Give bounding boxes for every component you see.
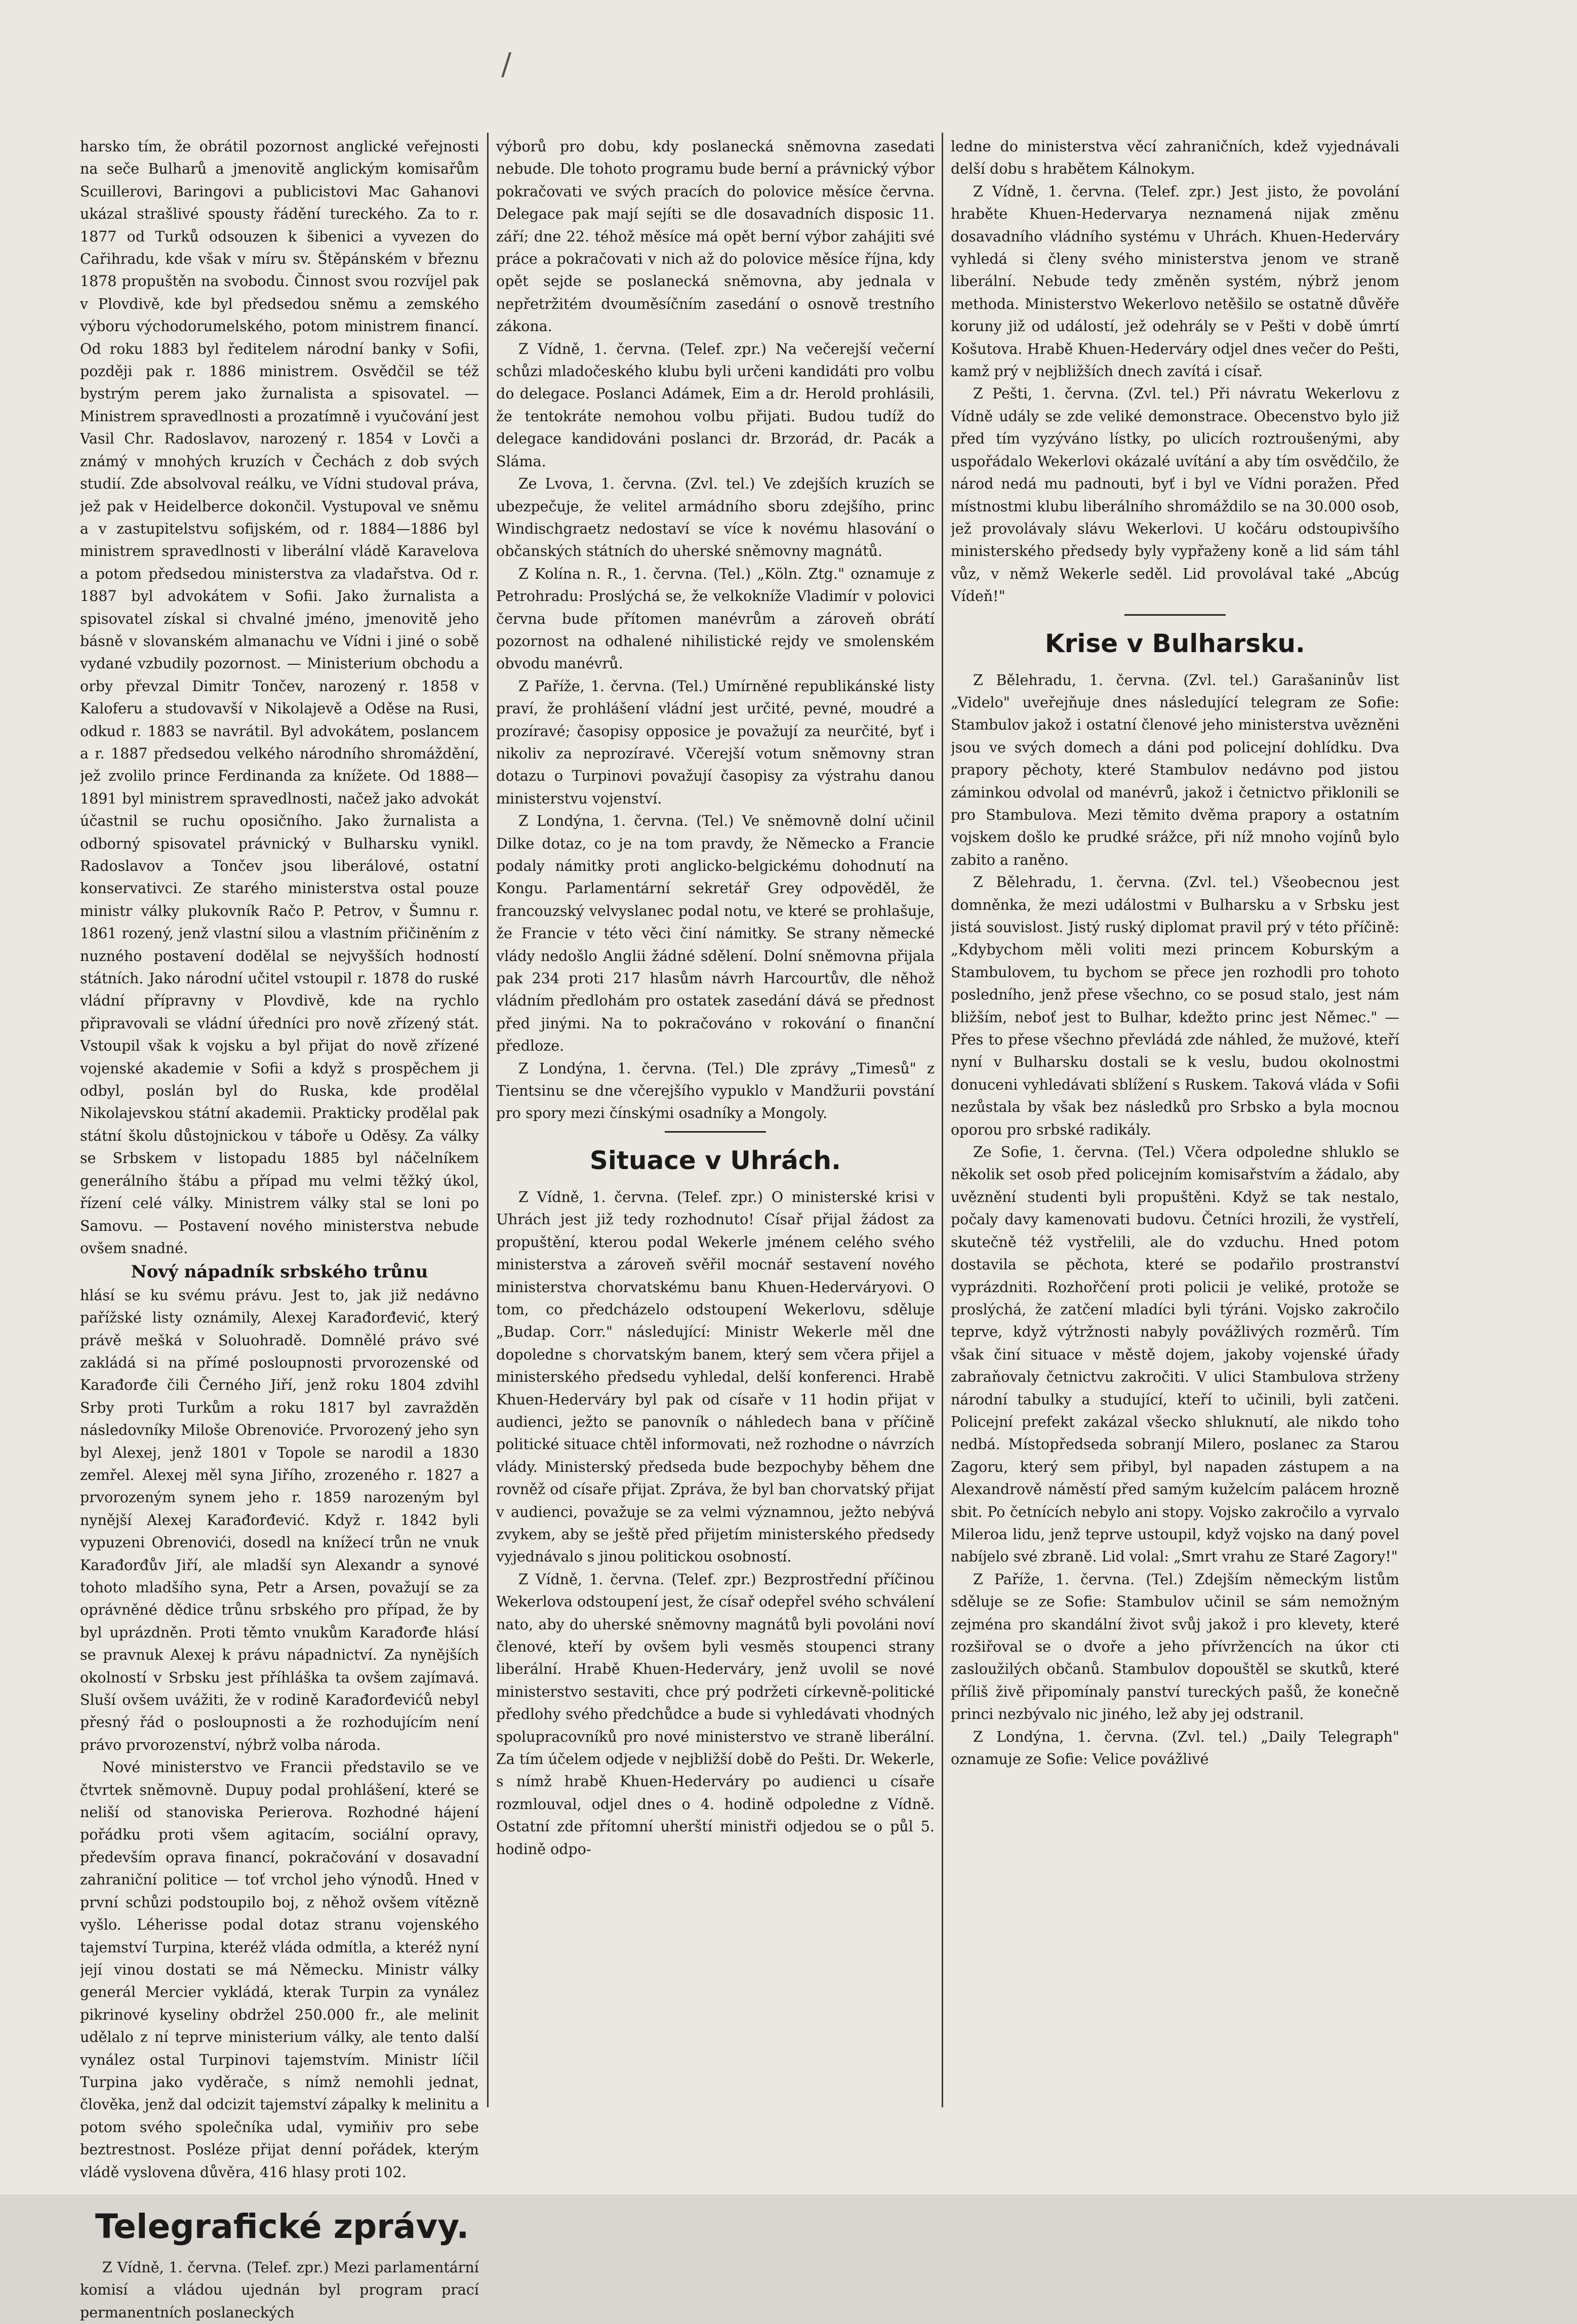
article-text: Z Paříže, 1. června. (Tel.) Zdejším německým listům sděluje se ze Sofie: Stambulov učinil se sám nemožným zejména pro skandální život svůj jakož i pro klevety, které rozšiřoval se o dvoře a jeho přívržencích na úkor cti zasloužilých občanů. Stambulov dopouštěl se skutků, které příliš živě připomínaly panství tureckých pašů, že konečně princi nezbývalo nic jiného, lež aby jej odstranil. bbox=[951, 1571, 1399, 1723]
ink-mark-icon: / bbox=[501, 47, 512, 82]
section-heading-hungary: Situace v Uhrách. bbox=[589, 1145, 841, 1175]
article-text: hlásí se ku svému právu. Jest to, jak již nedávno pařížské listy oznámily, Alexej Karađorđević, který právě mešká v Soluohradě. Domnělé právo své zakládá si na přímé posloupnosti prvorozenské od Karađorđe čili Černého Jiří, jenž roku 1804 zdvihl Srby proti Turkům a roku 1817 byl zavražděn následovníky Miloše Obrenoviće. Prvorozený jeho syn byl Alexej, jenž 1801 v Topole se narodil a 1830 zemřel. Alexej měl syna Jiřího, zrozeného r. 1827 a prvorozeným synem jeho r. 1859 narozeným byl nynější Alexej Karađorđević. Když r. 1842 byli vypuzeni Obrenovići, dosedl na knížecí trůn ne vnuk Karađorđův Jiří, ale mladší syn Alexandr a synové tohoto mladšího syna, Petr a Arsen, považují se za oprávněné dědice trůnu srbského pro případ, že by byl uprázdněn. Proti těmto vnukům Karađorđe hlásí se pravnuk Alexej k právu nápadnictví. Za nynějších okolností v Srbsku jest příhláška ta ovšem zajímavá. Sluší ovšem uvážiti, že v rodině Karađorđevićů nebyl přesný řád o posloupnosti a že rozhodujícím není právo prvorozenství, nýbrž volba národa. bbox=[80, 1287, 479, 1753]
article-text: Z Kolína n. R., 1. června. (Tel.) „Köln. Ztg." oznamuje z Petrohradu: Proslýchá se, že velkokníže Vladimír v polovici června bude přítomen manévrům a zároveň obrátí pozornost na odhalené nihilistické rejdy ve smolenském obvodu manévrů. bbox=[496, 565, 935, 672]
section-heading-bulgaria: Krise v Bulharsku. bbox=[1044, 628, 1306, 658]
section-divider bbox=[1124, 614, 1226, 616]
column-1 bbox=[80, 136, 479, 2324]
article-text: Ze Sofie, 1. června. (Tel.) Včera odpoledne shluklo se několik set osob před policejním komisařstvím a žádalo, aby uvěznění studenti byli propuštěni. Když se tak nestalo, počaly davy kamenovati budovu. Četníci hrozili, že vystřelí, skutečně též vystřelili, ale do vzduchu. Hned potom dostavila se pěchota, které se podařilo prostranství vyprázdniti. Rozhořčení proti policii je veliké, protože se proslýchá, že zatčení mladíci byli týráni. Vojsko zakročilo teprve, když výtržnosti nabyly povážlivých rozměrů. Tím však činí situace v městě dojem, jakoby vojenské úřady zabraňovaly četnictvu zakročiti. V ulici Stambulova strženy národní tabulky a studující, kteří to učinili, byli zatčeni. Policejní prefekt zakázal všecko shluknutí, ale nikdo toho nedbá. Místopředseda sobranjí Milero, poslanec za Starou Zagoru, který sem přibyl, byl napaden zástupem a na Alexandrově náměstí před samým kuželcím palácem hrozně sbit. Po četnících nebylo ani stopy. Vojsko zakročilo a vyrvalo Mileroa lidu, jenž teprve ustoupil, když vojsko na daný povel nabíjelo své zbraně. Lid volal: „Smrt vrahu ze Staré Zagory!" bbox=[951, 1144, 1399, 1566]
column-rule-2 bbox=[942, 133, 943, 2107]
article-text: výborů pro dobu, kdy poslanecká sněmovna zasedati nebude. Dle tohoto programu bude berní a právnický výbor pokračovati ve svých pracích do polovice měsíce června. Delegace pak mají sejíti se dle dosavadních disposic 11. září; dne 22. téhož měsíce má opět berní výbor zahájiti své práce a pokračovati v nich až do polovice měsíce října, kdy opět sejde se poslanecká sněmovna, aby jednala v nepřetržitém dvouměsíčním zasedání o osnově trestního zákona. bbox=[496, 138, 935, 335]
article-text: harsko tím, že obrátil pozornost anglické veřejnosti na seče Bulharů a jmenovitě anglickým komisařům Scuillerovi, Baringovi a publicistovi Mac Gahanovi ukázal strašlivé spousty řádění tureckého. Za to r. 1877 od Turků odsouzen k šibenici a vyvezen do Cařihradu, kde však v míru sv. Štěpánském v březnu 1878 propuštěn na svobodu. Činnost svou rozvíjel pak v Plovdivě, kde byl předsedou sněmu a zemského výboru východorumelského, potom ministrem financí. Od roku 1883 byl ředitelem národní banky v Sofii, později pak r. 1886 ministrem. Osvědčil se též bystrým perem jako žurnalista a spisovatel. — Ministrem spravedlnosti a prozatímně i vyučování jest Vasil Chr. Radoslavov, narozený r. 1854 v Lovči a známý v mnohých kruzích v Čechách z dob svých studií. Zde absolvoval reálku, ve Vídni studoval práva, jež pak v Heidelberce dokončil. Vystupoval ve sněmu a v zastupitelstvu sofijském, od r. 1884—1886 byl ministrem spravedlnosti v liberální vládě Karavelova a potom předsedou ministerstva za vladařstva. Od r. 1887 byl advokátem v Sofii. Jako žurnalista a spisovatel získal si chvalné jméno, jmenovitě jeho básně v slovanském almanachu ve Vídni i jiné o sobě vydané vzbudily pozornost. — Ministerium obchodu a orby převzal Dimitr Tončev, narozený r. 1858 v Kaloferu a studovavší v Nikolajevě a Oděse na Rusi, odkud r. 1883 se navrátil. Byl advokátem, poslancem a r. 1887 předsedou velkého národního shromáždění, jež zvolilo prince Ferdinanda za knížete. Od 1888—1891 byl ministrem spravedlnosti, načež jako advokát účastnil se ruchu oposičního. Jako žurnalista a odborný spisovatel právnický v Bulharsku vynikl. Radoslavov a Tončev jsou liberálové, ostatní konservativci. Ze starého ministerstva ostal pouze ministr války plukovník Račo P. Petrov, v Šumnu r. 1861 rozený, jenž vlastní silou a vlastním přičiněním z nuzného postavení dodělal se nejvyšších hodností státních. Jako národní učitel vstoupil r. 1878 do ruské vládní přípravny v Plovdivě, kde na rychlo připravovali se vládní úředníci pro nově zřízený stát. Vstoupil však k vojsku a byl přijat do nově zřízené vojenské akademie v Sofii a když s prospěchem ji odbyl, poslán byl do Ruska, kde prodělal Nikolajevskou státní akademii. Prakticky prodělal pak státní školu důstojnickou v táboře u Oděsy. Za války se Srbskem v listopadu 1885 byl náčelníkem generálního štábu a případ mu velmi těžký úkol, řízení celé války. Ministrem války stal se loni po Samovu. — Postavení nového ministerstva nebude ovšem snadné. bbox=[80, 138, 479, 1257]
article-text: Z Vídně, 1. června. (Telef. zpr.) Bezprostřední příčinou Wekerlova odstoupení jest, že císař odepřel svého schválení nato, aby do uherské sněmovny magnátů byli povoláni noví členové, kteří by ovšem byli vesměs stoupenci strany liberální. Hrabě Khuen-Hederváry, jenž uvolil se nové ministerstvo sestaviti, chce prý podržeti církevně-politické předlohy svého předchůdce a bude si vyhledávati vhodných spolupracovníků pro nové ministerstvo ve straně liberální. Za tím účelem odjede v nejbližší době do Pešti. Dr. Wekerle, s nímž hrabě Khuen-Hederváry po audienci u císaře rozmlouval, odjel dnes o 4. hodině odpoledne z Vídně. Ostatní zde přítomní uherští ministři odjedou se o půl 5. hodině odpo- bbox=[496, 1571, 935, 1858]
article-text: Z Londýna, 1. června. (Tel.) Dle zprávy „Timesů" z Tientsinu se dne včerejšího vypuklo v Mandžurii povstání pro spory mezi čínskými osadníky a Mongoly. bbox=[496, 1060, 935, 1122]
article-text: Z Vídně, 1. června. (Telef. zpr.) Mezi parlamentární komisí a vládou ujednán byl program prací permanentních poslaneckých bbox=[80, 2259, 479, 2321]
section-heading-telegrams: Telegrafické zprávy. bbox=[95, 2207, 469, 2246]
article-text: Ze Lvova, 1. června. (Zvl. tel.) Ve zdejších kruzích se ubezpečuje, že velitel armádního sboru zdejšího, princ Windischgraetz nedostaví se více k novému hlasování o občanských státních do uherské sněmovny magnátů. bbox=[496, 475, 935, 560]
article-text: ledne do ministerstva věcí zahraničních, kdež vyjednávali delší dobu s hrabětem Kálnokym. bbox=[951, 138, 1399, 178]
article-text: Z Paříže, 1. června. (Tel.) Umírněné republikánské listy praví, že prohlášení vládní jest určité, pevné, moudré a prozíravé; časopisy opposice je považují za neurčité, byť i nikoliv za neprozíravé. Včerejší votum sněmovny stran dotazu o Turpinovi považují časopisy za výstrahu danou ministerstvu vojenství. bbox=[496, 677, 935, 807]
section-heading-throne: Nový nápadník srbského trůnu bbox=[131, 1262, 428, 1283]
article-text: Z Pešti, 1. června. (Zvl. tel.) Při návratu Wekerlovu z Vídně udály se zde veliké demonstrace. Obecenstvo bylo již před tím vyzýváno lístky, po ulicích roztroušenými, aby uspořádalo Wekerlovi okázalé uvítání a aby tím osvědčilo, že národ nedá mu padnouti, byť i byl ve Vídni poražen. Před místnostmi klubu liberálního shromáždilo se na 30.000 osob, jež provolávaly slávu Wekerlovi. U kočáru odstoupivšího ministerského předsedy byly vypřaženy koně a lid sám táhl vůz, v němž Wekerle seděl. Lid provolával také „Abcúg Vídeň!" bbox=[951, 385, 1399, 605]
section-divider bbox=[665, 1131, 766, 1133]
article-text: Z Bělehradu, 1. června. (Zvl. tel.) Všeobecnou jest domněnka, že mezi událostmi v Bulharsku a v Srbsku jest jistá souvislost. Jistý ruský diplomat pravil prý v této příčině: „Kdybychom měli voliti mezi princem Koburským a Stambulovem, tu bychom se přece jen rozhodli pro tohoto posledního, jenž přese všechno, co se posud stalo, jest nám bližším, neboť jest to Bulhar, kdežto princ jest Němec." — Přes to přese všechno převládá zde náhled, že mužové, kteří nyní v Bulharsku dostali se k veslu, budou okolnostmi donuceni vyhledávati sblížení s Ruskem. Taková vláda v Sofii nezůstala by však bez následků pro Srbsko a byla mocnou oporou pro srbské radikály. bbox=[951, 874, 1399, 1138]
article-text: Z Bělehradu, 1. června. (Zvl. tel.) Garašaninův list „Videlo" uveřejňuje dnes následující telegram ze Sofie: Stambulov jakož i ostatní členové jeho ministerstva uvězněni jsou ve svých domech a dáni pod policejní dohlídku. Dva prapory pěchoty, které Stambulov nedávno pod jistou záminkou odvolal od manévrů, jakož i četnictvo přiklonili se pro Stambulova. Mezi těmito dvěma prapory a ostatním vojskem došlo ke prudké srážce, při níž mnoho vojínů bylo zabito a raněno. bbox=[951, 671, 1399, 868]
article-text: Z Vídně, 1. června. (Telef. zpr.) Na večerejší večerní schůzi mladočeského klubu byli určeni kandidáti pro volbu do delegace. Poslanci Adámek, Eim a dr. Herold prohlásili, že tentokráte nemohou volbu přijati. Budou tudíž do delegace kandidováni poslanci dr. Brzorád, dr. Pacák a Sláma. bbox=[496, 340, 935, 470]
column-3 bbox=[951, 136, 1399, 1771]
article-text: Z Londýna, 1. června. (Zvl. tel.) „Daily Telegraph" oznamuje ze Sofie: Velice povážlivé bbox=[951, 1728, 1399, 1768]
column-2 bbox=[496, 136, 935, 1861]
column-rule-1 bbox=[487, 133, 489, 2107]
article-text: Z Vídně, 1. června. (Telef. zpr.) O ministerské krisi v Uhrách jest již tedy rozhodnuto! Císař přijal žádost za propuštění, kterou podal Wekerle jménem celého svého ministerstva a zároveň svěřil mocnář sestavení nového ministerstva chorvatskému banu Khuen-Hederváryovi. O tom, co předcházelo odstoupení Wekerlovu, sděluje „Budap. Corr." následující: Ministr Wekerle měl dne dopoledne s chorvatským banem, který sem včera přijel a ministerského předsedu vyhledal, delší konferenci. Hrabě Khuen-Hederváry byl pak od císaře v 11 hodin přijat v audienci, ježto se panovník o náhledech bana v příčině politické situace chtěl informovati, než rozhodne o návrzích vlády. Ministerský předseda bude bezpochyby během dne rovněž od císaře přijat. Zpráva, že byl ban chorvatský přijat v audienci, považuje se za velmi významnou, ježto nebývá zvykem, aby se ještě před přijetím ministerského předsedy vyjednávalo s jinou politickou osobností. bbox=[496, 1188, 935, 1566]
article-text: Z Londýna, 1. června. (Tel.) Ve sněmovně dolní učinil Dilke dotaz, co je na tom pravdy, že Německo a Francie podaly námitky proti anglicko-belgickému dohodnutí na Kongu. Parlamentární sekretář Grey odpověděl, že francouzský velvyslanec podal notu, ve které se prohlašuje, že Francie v této věci činí námitky. Se strany německé vlády nedošlo Anglii žádné sdělení. Dolní sněmovna přijala pak 234 proti 217 hlasům návrh Harcourtův, dle něhož vládním předlohám pro ostatek zasedání dává se přednost před jinými. Na to pokračováno v rokování o finanční předloze. bbox=[496, 813, 935, 1055]
article-text: Z Vídně, 1. června. (Telef. zpr.) Jest jisto, že povolání hraběte Khuen-Hedervarya neznamená nijak změnu dosavadního vládního systému v Uhrách. Khuen-Hederváry vyhledá si členy svého ministerstva jenom ve straně liberální. Nebude tedy změněn systém, nýbrž jenom methoda. Ministerstvo Wekerlovo netěšilo se ostatně důvěře koruny již od událostí, jež odehrály se v Pešti v době úmrtí Košutova. Hrabě Khuen-Hederváry odjel dnes večer do Pešti, kamž prý v nejbližších dnech zavítá i císař. bbox=[951, 183, 1399, 380]
article-text: Nové ministerstvo ve Francii představilo se ve čtvrtek sněmovně. Dupuy podal prohlášení, které se neliší od stanoviska Perierova. Rozhodné hájení pořádku proti všem agitacím, sociální opravy, především oprava financí, pokračování v dosavadní zahraniční politice — toť vrchol jeho výnodů. Hned v první schůzi podstoupilo boj, z něhož ovšem vítězně vyšlo. Léherisse podal dotaz stranu vojenského tajemství Turpina, kteréž vláda odmítla, a kteréž nyní její vinou dostati se má Německu. Ministr války generál Mercier vykládá, kterak Turpin za vynález pikrinové kyseliny obdržel 250.000 fr., ale melinit udělalo z ní teprve ministerium války, ale tento další vynález ostal Turpinovi tajemstvím. Ministr líčil Turpina jako vyděrače, s nímž nemohli jednat, člověka, jenž dal odcizit tajemství zápalky k melinitu a potom svého společníka udal, vymiňiv pro sebe beztrestnost. Posléze přijat denní pořádek, kterým vládě vyslovena důvěra, 416 hlasy proti 102. bbox=[80, 1759, 479, 2181]
